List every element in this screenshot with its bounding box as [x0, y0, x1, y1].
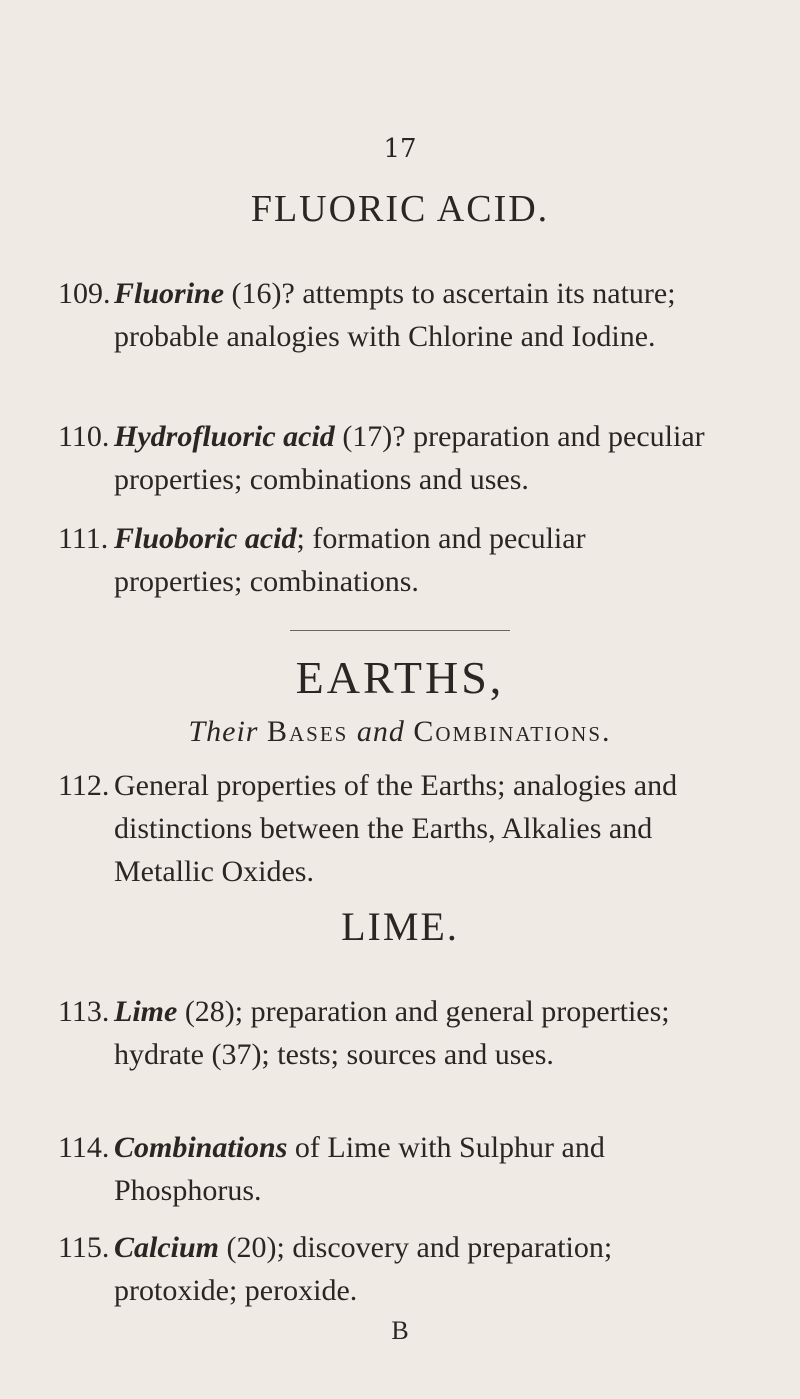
entry-110 [58, 415, 714, 501]
entry-rest: (16)? attempts to ascertain its nature; probable analogies with Chlorine and Iodine. [114, 277, 676, 353]
entry-109 [58, 272, 714, 358]
entry-number: 112. [58, 769, 110, 802]
entry-rest: (20); discovery and preparation; protoxide; peroxide. [114, 1231, 613, 1307]
section-title-fluoric-acid: FLUORIC ACID. [250, 188, 550, 230]
page-number: 17 [383, 134, 417, 164]
section-title-lime: LIME. [341, 904, 459, 949]
section-subtitle-earths [0, 714, 800, 750]
entry-lead: Calcium [114, 1231, 220, 1264]
entry-lead: Combinations [114, 1131, 288, 1164]
entry-number: 115. [58, 1231, 110, 1264]
entry-number: 110. [58, 420, 110, 453]
entry-number: 113. [58, 995, 110, 1028]
entry-text [114, 1226, 714, 1312]
entry-lead: Fluorine [114, 277, 225, 310]
entry-text [114, 1126, 714, 1212]
signature-mark: B [391, 1316, 409, 1345]
entry-rest: ; formation and peculiar properties; combinations. [114, 522, 586, 598]
subtitle-word: Bases [266, 715, 349, 748]
entry-number: 109. [58, 277, 111, 310]
entry-112 [58, 764, 714, 893]
entry-text: General properties of the Earths; analogies and distinctions between the Earths, Alkalies and Metallic Oxides. [114, 769, 678, 888]
entry-114 [58, 1126, 714, 1212]
entry-111 [58, 517, 714, 603]
subtitle-word: Their [188, 715, 259, 748]
entry-number: 114. [58, 1131, 110, 1164]
entry-115 [58, 1226, 714, 1312]
entry-text [114, 990, 714, 1076]
entry-text [114, 517, 714, 603]
entry-rest: (28); preparation and general properties; hydrate (37); tests; sources and uses. [114, 995, 670, 1071]
section-title-earths: EARTHS, [295, 652, 505, 703]
section-divider [290, 630, 510, 631]
entry-lead: Fluoboric acid [114, 522, 297, 555]
entry-text [114, 272, 714, 358]
entry-rest: (17)? preparation and peculiar properties; combinations and uses. [114, 420, 705, 496]
entry-lead: Hydrofluoric acid [114, 420, 335, 453]
entry-text [114, 415, 714, 501]
subtitle-word: Combinations. [413, 715, 612, 748]
subtitle-word: and [356, 715, 405, 748]
entry-113 [58, 990, 714, 1076]
entry-lead: Lime [114, 995, 178, 1028]
entry-number: 111. [58, 522, 109, 555]
entry-rest: of Lime with Sulphur and Phosphorus. [114, 1131, 605, 1207]
